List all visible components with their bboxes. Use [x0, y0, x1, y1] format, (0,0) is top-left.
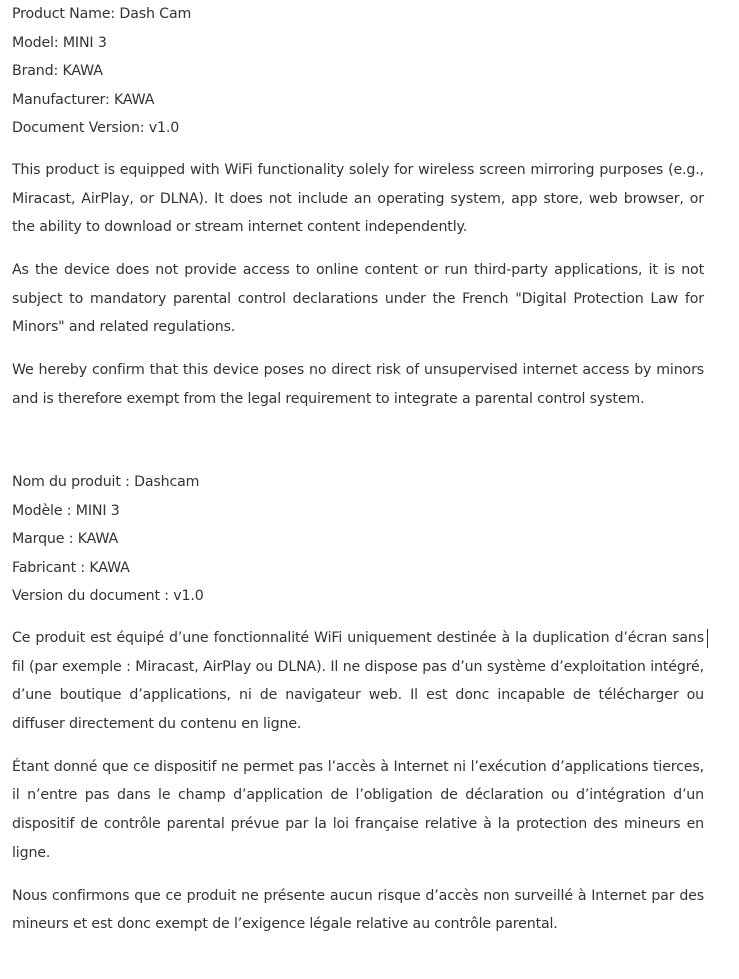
- fonctionnalite-wifi-text: Ce produit est équipé d’une fonctionnalité WiFi uniquement destinée à la duplication d’écran sans fil (par exemple : Miracast, AirPlay ou DLNA). Il ne dispose pas d’un système d’exploitation intégré, d’une boutique d’applications, ni de navigateur web. Il est donc incapable de télécharger ou diffuser directement du contenu en ligne.: [12, 629, 704, 733]
- confirmation-fr-paragraph: Nous confirmons que ce produit ne présente aucun risque d’accès non surveillé à Internet par des mineurs et est donc exempt de l’exigence légale relative au contrôle parental.: [12, 887, 704, 933]
- modele-line: Modèle : MINI 3: [12, 502, 120, 519]
- model-line: Model: MINI 3: [12, 34, 107, 51]
- parental-control-exemption-paragraph: As the device does not provide access to online content or run third-party applications, it is not subject to mandatory parental control declarations under the French "Digital Protection Law for Minors" and related regulations.: [12, 262, 704, 336]
- product-name-line: Product Name: Dash Cam: [12, 6, 192, 22]
- document-version-line: Document Version: v1.0: [12, 120, 180, 137]
- marque-line: Marque : KAWA: [12, 531, 119, 548]
- brand-line: Brand: KAWA: [12, 63, 103, 80]
- fabricant-line: Fabricant : KAWA: [12, 559, 130, 576]
- french-section: [12, 468, 704, 939]
- fonctionnalite-wifi-paragraph[interactable]: [12, 624, 704, 739]
- confirmation-paragraph: We hereby confirm that this device poses no direct risk of unsupervised internet access by minors and is therefore exempt from the legal requirement to integrate a parental control system.: [12, 362, 704, 407]
- nom-du-produit-line: Nom du produit : Dashcam: [12, 474, 200, 490]
- wifi-functionality-paragraph: This product is equipped with WiFi functionality solely for wireless screen mirroring purposes (e.g., Miracast, AirPlay, or DLNA). It does not include an operating system, app store, web browser, or the ability to download or stream internet content independently.: [12, 161, 704, 236]
- controle-parental-exemption-paragraph: Étant donné que ce dispositif ne permet pas l’accès à Internet ni l’exécution d’applications tierces, il n’entre pas dans le champ d’application de l’obligation de déclaration ou d’intégration d’un dispositif de contrôle parental prévue par la loi française relative à la protection des mineurs en ligne.: [12, 758, 704, 861]
- english-section: [12, 0, 704, 414]
- version-du-document-line: Version du document : v1.0: [12, 588, 204, 605]
- manufacturer-line: Manufacturer: KAWA: [12, 91, 155, 108]
- text-caret: [707, 629, 708, 648]
